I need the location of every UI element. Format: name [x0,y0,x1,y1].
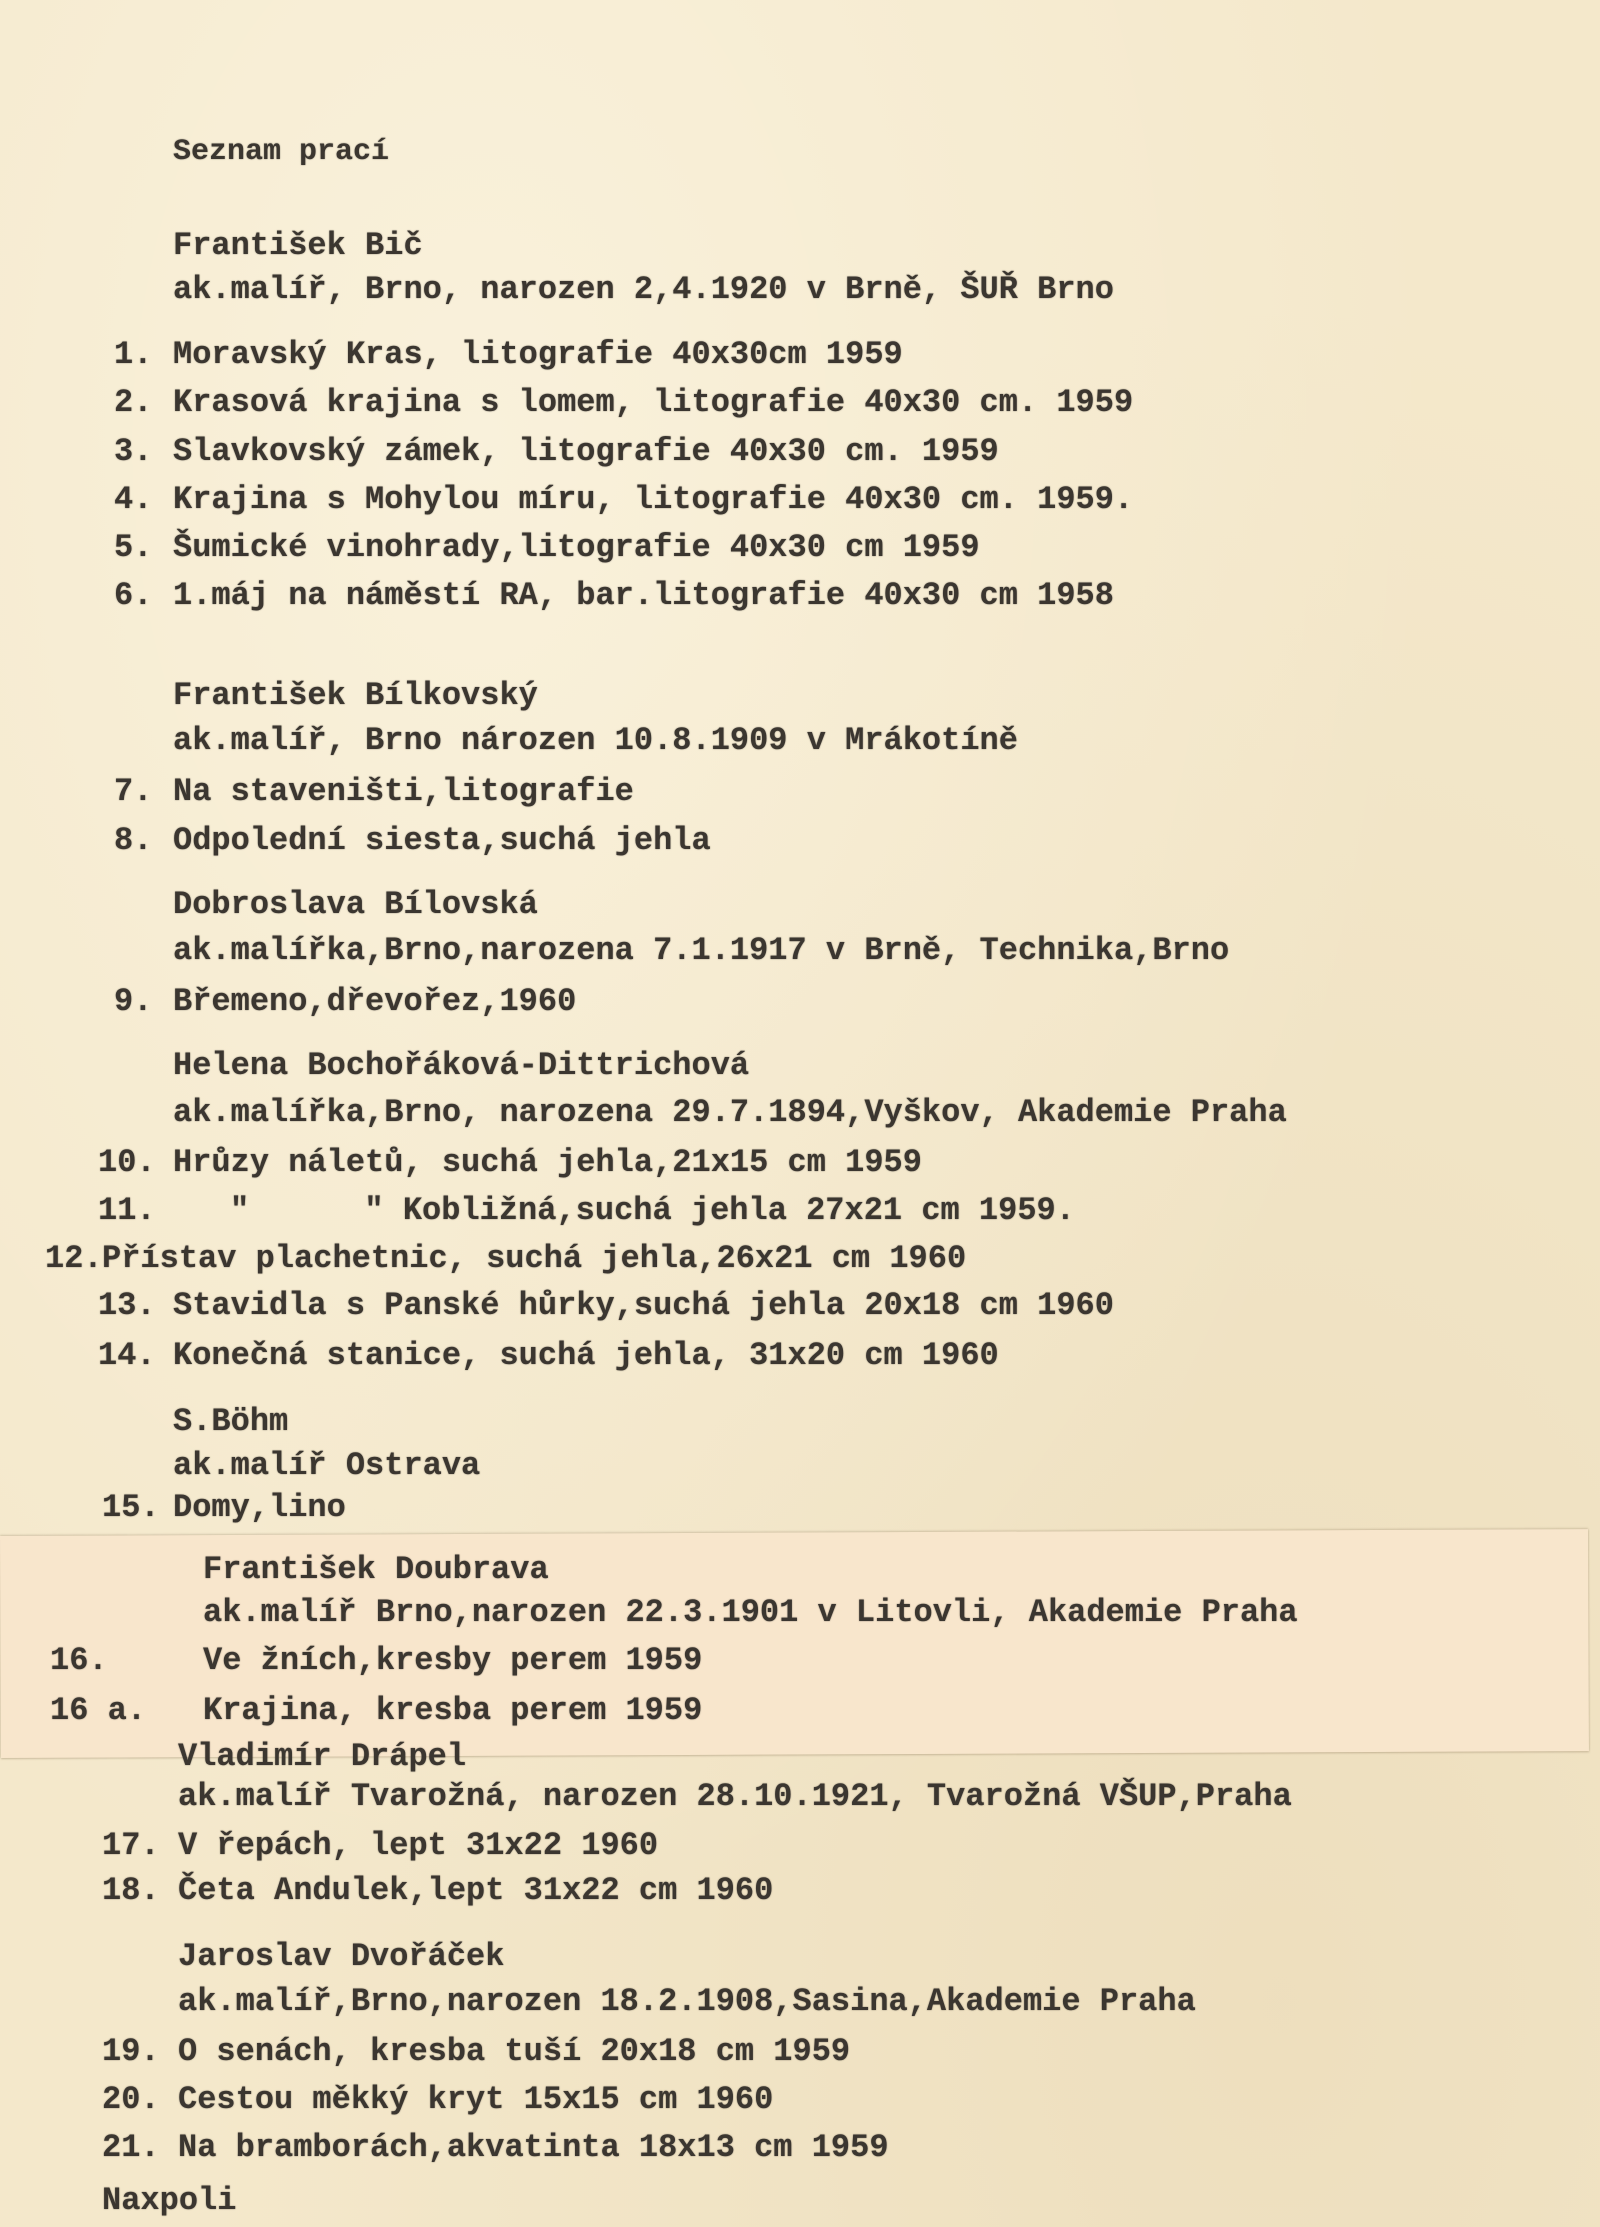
work-item: Přístav plachetnic, suchá jehla,26x21 cm 1960 [102,1240,967,1277]
work-number: 16. [50,1642,108,1679]
work-number: 9. [114,983,153,1020]
footer-note: Naxpoli [102,2182,237,2219]
work-number: 19. [102,2033,160,2070]
artist-name: S.Böhm [173,1403,289,1440]
artist-info: ak.malíř Brno,narozen 22.3.1901 v Litovli, Akademie Praha [203,1594,1298,1631]
artist-info: ak.malíř, Brno nározen 10.8.1909 v Mrákotíně [173,722,1018,759]
work-number: 13. [98,1287,156,1324]
work-item: Hrůzy náletů, suchá jehla,21x15 cm 1959 [173,1144,922,1181]
work-item: V řepách, lept 31x22 1960 [178,1827,659,1864]
work-number: 15. [102,1489,160,1526]
work-number: 10. [98,1144,156,1181]
artist-info: ak.malířka,Brno, narozena 29.7.1894,Vyškov, Akademie Praha [173,1094,1287,1131]
work-number: 6. [114,577,153,614]
work-item: Na bramborách,akvatinta 18x13 cm 1959 [178,2129,889,2166]
work-number: 3. [114,433,153,470]
work-item: Krajina s Mohylou míru, litografie 40x30 cm. 1959. [173,481,1134,518]
work-item: Šumické vinohrady,litografie 40x30 cm 1959 [173,529,980,566]
work-item: Odpolední siesta,suchá jehla [173,822,711,859]
work-item: Na staveništi,litografie [173,773,634,810]
work-item: O senách, kresba tuší 20x18 cm 1959 [178,2033,851,2070]
work-number: 8. [114,822,153,859]
work-item: Krajina, kresba perem 1959 [203,1692,703,1729]
artist-info: ak.malíř,Brno,narozen 18.2.1908,Sasina,Akademie Praha [178,1983,1196,2020]
work-item: Ve žních,kresby perem 1959 [203,1642,703,1679]
work-item: 1.máj na náměstí RA, bar.litografie 40x30 cm 1958 [173,577,1114,614]
artist-info: ak.malířka,Brno,narozena 7.1.1917 v Brně, Technika,Brno [173,932,1230,969]
work-item: Slavkovský zámek, litografie 40x30 cm. 1959 [173,433,999,470]
artist-info: ak.malíř Ostrava [173,1447,481,1484]
work-item: Konečná stanice, suchá jehla, 31x20 cm 1960 [173,1337,999,1374]
work-number: 20. [102,2081,160,2118]
work-number: 4. [114,481,153,518]
work-number: 5. [114,529,153,566]
work-number: 17. [102,1827,160,1864]
page-title: Seznam prací [173,135,390,169]
artist-name: František Bílkovský [173,677,538,714]
work-item: Domy,lino [173,1489,346,1526]
artist-info: ak.malíř, Brno, narozen 2,4.1920 v Brně, ŠUŘ Brno [173,271,1114,308]
work-number: 12. [45,1240,103,1277]
artist-name: František Bič [173,227,423,264]
work-number: 11. [98,1192,156,1229]
artist-name: Jaroslav Dvořáček [178,1938,505,1975]
artist-name: Vladimír Drápel [178,1738,467,1775]
work-item: Krasová krajina s lomem, litografie 40x30 cm. 1959 [173,384,1134,421]
work-number: 7. [114,773,153,810]
artist-name: František Doubrava [203,1551,549,1588]
artist-info: ak.malíř Tvarožná, narozen 28.10.1921, Tvarožná VŠUP,Praha [178,1778,1292,1815]
work-item: Stavidla s Panské hůrky,suchá jehla 20x18 cm 1960 [173,1287,1114,1324]
work-item: Četa Andulek,lept 31x22 cm 1960 [178,1872,774,1909]
artist-name: Helena Bochořáková-Dittrichová [173,1047,750,1084]
work-item: " " Kobližná,suchá jehla 27x21 cm 1959. [230,1192,1075,1229]
work-item: Moravský Kras, litografie 40x30cm 1959 [173,336,903,373]
work-item: Břemeno,dřevořez,1960 [173,983,577,1020]
work-number: 2. [114,384,153,421]
work-number: 21. [102,2129,160,2166]
work-number: 16 a. [50,1692,147,1729]
work-number: 1. [114,336,153,373]
work-number: 18. [102,1872,160,1909]
work-item: Cestou měkký kryt 15x15 cm 1960 [178,2081,774,2118]
artist-name: Dobroslava Bílovská [173,886,538,923]
work-number: 14. [98,1337,156,1374]
